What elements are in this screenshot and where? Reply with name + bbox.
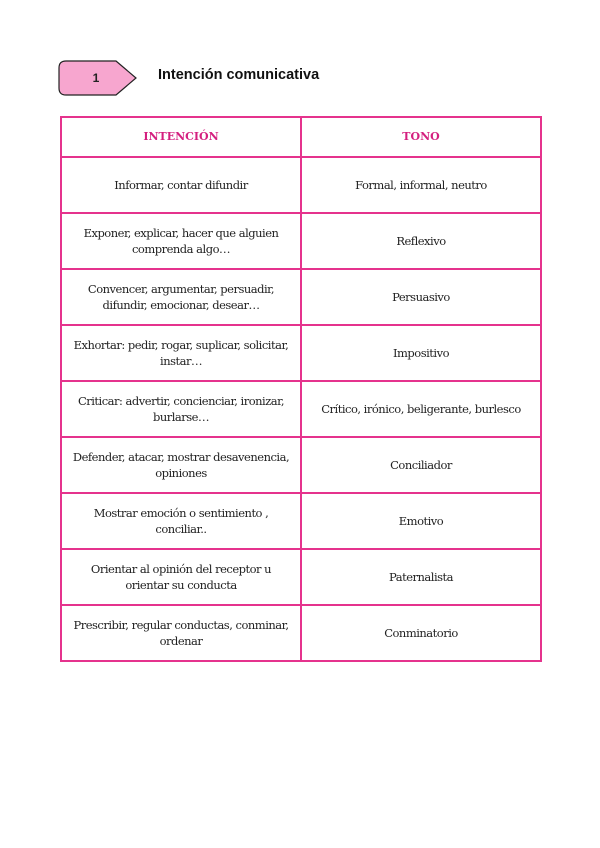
cell-tono: Emotivo: [301, 493, 541, 549]
table-header-row: [61, 117, 541, 157]
table-row: [61, 269, 541, 325]
intention-tone-table: [60, 116, 542, 662]
cell-intencion: Criticar: advertir, concienciar, ironizar, burlarse…: [61, 381, 301, 437]
section-header: [58, 60, 478, 96]
header-intencion: INTENCIÓN: [61, 117, 301, 157]
cell-tono: Conciliador: [301, 437, 541, 493]
cell-intencion: Exhortar: pedir, rogar, suplicar, solicitar, instar…: [61, 325, 301, 381]
cell-tono: Impositivo: [301, 325, 541, 381]
cell-tono: Persuasivo: [301, 269, 541, 325]
cell-tono: Reflexivo: [301, 213, 541, 269]
table-row: [61, 381, 541, 437]
section-title: Intención comunicativa: [158, 67, 320, 83]
table-row: [61, 605, 541, 661]
cell-tono: Formal, informal, neutro: [301, 157, 541, 213]
table-row: [61, 325, 541, 381]
cell-intencion: Defender, atacar, mostrar desavenencia, opiniones: [61, 437, 301, 493]
cell-intencion: Prescribir, regular conductas, conminar, ordenar: [61, 605, 301, 661]
cell-intencion: Exponer, explicar, hacer que alguien comprenda algo…: [61, 213, 301, 269]
header-tono: TONO: [301, 117, 541, 157]
cell-tono: Crítico, irónico, beligerante, burlesco: [301, 381, 541, 437]
section-number: 1: [92, 71, 100, 85]
table-row: [61, 493, 541, 549]
cell-intencion: Mostrar emoción o sentimiento , conciliar..: [61, 493, 301, 549]
table-row: [61, 437, 541, 493]
table-row: [61, 213, 541, 269]
table-row: [61, 549, 541, 605]
cell-intencion: Convencer, argumentar, persuadir, difundir, emocionar, desear…: [61, 269, 301, 325]
cell-intencion: Orientar al opinión del receptor u orientar su conducta: [61, 549, 301, 605]
table-row: [61, 157, 541, 213]
cell-intencion: Informar, contar difundir: [61, 157, 301, 213]
cell-tono: Paternalista: [301, 549, 541, 605]
cell-tono: Conminatorio: [301, 605, 541, 661]
